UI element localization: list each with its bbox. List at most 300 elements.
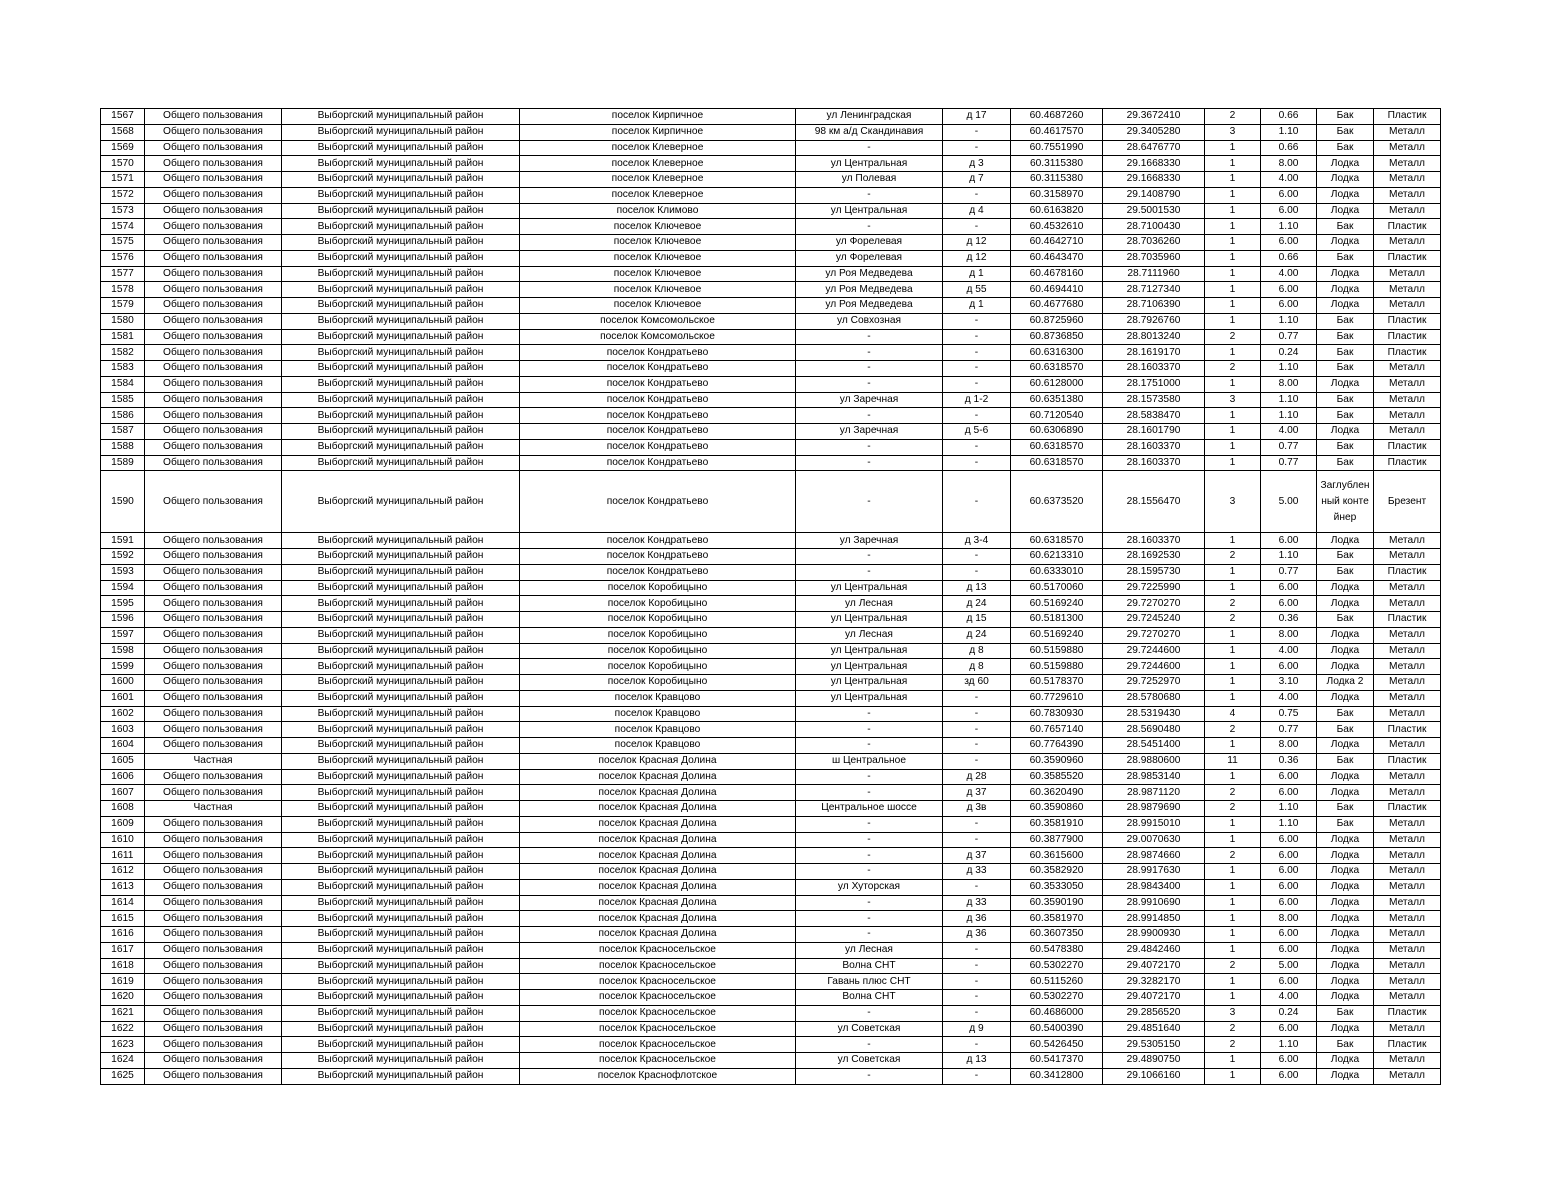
cell-volume: 6.00 (1261, 785, 1317, 801)
cell-volume: 1.10 (1261, 549, 1317, 565)
cell-volume: 1.10 (1261, 361, 1317, 377)
cell-row-number: 1579 (101, 298, 145, 314)
cell-longitude: 28.9910690 (1103, 895, 1205, 911)
cell-house-number: зд 60 (943, 675, 1011, 691)
table-row (101, 471, 1441, 533)
cell-house-number: - (943, 471, 1011, 533)
cell-ownership-type: Общего пользования (145, 345, 282, 361)
cell-ownership-type: Общего пользования (145, 439, 282, 455)
cell-container-type: Лодка (1317, 203, 1374, 219)
cell-street: Центральное шоссе (796, 801, 943, 817)
cell-ownership-type: Общего пользования (145, 1068, 282, 1084)
cell-longitude: 28.7100430 (1103, 219, 1205, 235)
cell-street: ул Лесная (796, 627, 943, 643)
cell-ownership-type: Общего пользования (145, 864, 282, 880)
cell-longitude: 29.2856520 (1103, 1005, 1205, 1021)
cell-longitude: 29.7270270 (1103, 596, 1205, 612)
cell-volume: 8.00 (1261, 627, 1317, 643)
cell-house-number: д 15 (943, 612, 1011, 628)
cell-material: Металл (1374, 1053, 1441, 1069)
cell-volume: 4.00 (1261, 990, 1317, 1006)
cell-row-number: 1589 (101, 455, 145, 471)
cell-latitude: 60.7120540 (1011, 408, 1103, 424)
cell-ownership-type: Общего пользования (145, 471, 282, 533)
cell-latitude: 60.4694410 (1011, 282, 1103, 298)
cell-row-number: 1607 (101, 785, 145, 801)
cell-latitude: 60.5159880 (1011, 643, 1103, 659)
cell-container-type: Бак (1317, 455, 1374, 471)
cell-house-number: - (943, 942, 1011, 958)
cell-settlement: поселок Красная Долина (520, 927, 796, 943)
cell-ownership-type: Общего пользования (145, 659, 282, 675)
cell-district: Выборгский муниципальный район (282, 455, 520, 471)
cell-longitude: 29.3405280 (1103, 124, 1205, 140)
cell-row-number: 1605 (101, 753, 145, 769)
cell-row-number: 1575 (101, 235, 145, 251)
cell-row-number: 1617 (101, 942, 145, 958)
cell-latitude: 60.3877900 (1011, 832, 1103, 848)
cell-longitude: 28.1603370 (1103, 533, 1205, 549)
cell-latitude: 60.6163820 (1011, 203, 1103, 219)
cell-material: Металл (1374, 172, 1441, 188)
cell-container-count: 1 (1205, 345, 1261, 361)
cell-volume: 8.00 (1261, 156, 1317, 172)
cell-row-number: 1610 (101, 832, 145, 848)
cell-volume: 5.00 (1261, 958, 1317, 974)
cell-row-number: 1576 (101, 250, 145, 266)
cell-latitude: 60.3590960 (1011, 753, 1103, 769)
cell-ownership-type: Общего пользования (145, 109, 282, 125)
cell-street: ул Центральная (796, 690, 943, 706)
cell-latitude: 60.5478380 (1011, 942, 1103, 958)
cell-district: Выборгский муниципальный район (282, 1053, 520, 1069)
cell-latitude: 60.7830930 (1011, 706, 1103, 722)
cell-ownership-type: Общего пользования (145, 533, 282, 549)
cell-district: Выборгский муниципальный район (282, 612, 520, 628)
cell-row-number: 1596 (101, 612, 145, 628)
cell-volume: 0.66 (1261, 109, 1317, 125)
cell-row-number: 1618 (101, 958, 145, 974)
table-row (101, 1053, 1441, 1069)
table-row (101, 1068, 1441, 1084)
cell-house-number: д 33 (943, 864, 1011, 880)
cell-district: Выборгский муниципальный район (282, 816, 520, 832)
cell-row-number: 1614 (101, 895, 145, 911)
cell-district: Выборгский муниципальный район (282, 345, 520, 361)
cell-container-type: Бак (1317, 439, 1374, 455)
cell-ownership-type: Общего пользования (145, 927, 282, 943)
cell-street: ул Заречная (796, 392, 943, 408)
cell-container-count: 1 (1205, 376, 1261, 392)
cell-district: Выборгский муниципальный район (282, 722, 520, 738)
cell-container-type: Лодка (1317, 643, 1374, 659)
cell-container-count: 1 (1205, 439, 1261, 455)
cell-latitude: 60.5426450 (1011, 1037, 1103, 1053)
cell-house-number: - (943, 832, 1011, 848)
cell-latitude: 60.3607350 (1011, 927, 1103, 943)
cell-row-number: 1625 (101, 1068, 145, 1084)
cell-container-count: 1 (1205, 1068, 1261, 1084)
cell-volume: 1.10 (1261, 313, 1317, 329)
cell-settlement: поселок Клеверное (520, 140, 796, 156)
cell-street: - (796, 219, 943, 235)
cell-ownership-type: Общего пользования (145, 990, 282, 1006)
cell-house-number: д 1 (943, 298, 1011, 314)
table-row (101, 612, 1441, 628)
cell-ownership-type: Общего пользования (145, 424, 282, 440)
cell-district: Выборгский муниципальный район (282, 1021, 520, 1037)
cell-street: ул Заречная (796, 424, 943, 440)
cell-material: Металл (1374, 769, 1441, 785)
cell-district: Выборгский муниципальный район (282, 109, 520, 125)
cell-material: Металл (1374, 927, 1441, 943)
cell-ownership-type: Общего пользования (145, 564, 282, 580)
cell-latitude: 60.4677680 (1011, 298, 1103, 314)
cell-row-number: 1597 (101, 627, 145, 643)
table-body (101, 109, 1441, 1085)
cell-material: Пластик (1374, 219, 1441, 235)
cell-settlement: поселок Ключевое (520, 219, 796, 235)
table-row (101, 172, 1441, 188)
table-row (101, 848, 1441, 864)
cell-house-number: - (943, 313, 1011, 329)
cell-district: Выборгский муниципальный район (282, 927, 520, 943)
cell-container-type: Бак (1317, 564, 1374, 580)
cell-latitude: 60.3615600 (1011, 848, 1103, 864)
cell-district: Выборгский муниципальный район (282, 424, 520, 440)
cell-longitude: 28.1573580 (1103, 392, 1205, 408)
cell-material: Металл (1374, 424, 1441, 440)
table-row (101, 895, 1441, 911)
cell-container-count: 2 (1205, 722, 1261, 738)
cell-house-number: - (943, 219, 1011, 235)
cell-volume: 6.00 (1261, 1021, 1317, 1037)
cell-district: Выборгский муниципальный район (282, 313, 520, 329)
cell-latitude: 60.3585520 (1011, 769, 1103, 785)
cell-material: Пластик (1374, 250, 1441, 266)
cell-material: Металл (1374, 832, 1441, 848)
cell-street: - (796, 832, 943, 848)
cell-container-count: 1 (1205, 235, 1261, 251)
cell-settlement: поселок Ключевое (520, 250, 796, 266)
table-row (101, 266, 1441, 282)
table-row (101, 124, 1441, 140)
cell-container-count: 1 (1205, 580, 1261, 596)
cell-row-number: 1604 (101, 738, 145, 754)
cell-longitude: 28.7127340 (1103, 282, 1205, 298)
cell-district: Выборгский муниципальный район (282, 832, 520, 848)
table-row (101, 879, 1441, 895)
cell-volume: 4.00 (1261, 690, 1317, 706)
cell-settlement: поселок Красносельское (520, 1005, 796, 1021)
cell-house-number: - (943, 124, 1011, 140)
cell-longitude: 28.7106390 (1103, 298, 1205, 314)
cell-volume: 6.00 (1261, 580, 1317, 596)
cell-volume: 0.36 (1261, 753, 1317, 769)
cell-ownership-type: Общего пользования (145, 124, 282, 140)
cell-container-type: Бак (1317, 816, 1374, 832)
cell-row-number: 1580 (101, 313, 145, 329)
table-row (101, 455, 1441, 471)
cell-longitude: 29.4851640 (1103, 1021, 1205, 1037)
cell-latitude: 60.5170060 (1011, 580, 1103, 596)
cell-longitude: 29.7245240 (1103, 612, 1205, 628)
cell-row-number: 1588 (101, 439, 145, 455)
cell-latitude: 60.4643470 (1011, 250, 1103, 266)
cell-ownership-type: Общего пользования (145, 361, 282, 377)
cell-street: - (796, 864, 943, 880)
cell-ownership-type: Общего пользования (145, 392, 282, 408)
cell-district: Выборгский муниципальный район (282, 911, 520, 927)
table-row (101, 439, 1441, 455)
cell-container-type: Бак (1317, 140, 1374, 156)
cell-material: Металл (1374, 392, 1441, 408)
cell-settlement: поселок Ключевое (520, 266, 796, 282)
cell-street: - (796, 785, 943, 801)
cell-settlement: поселок Кирпичное (520, 124, 796, 140)
cell-material: Металл (1374, 690, 1441, 706)
cell-container-count: 2 (1205, 549, 1261, 565)
cell-row-number: 1593 (101, 564, 145, 580)
table-row (101, 203, 1441, 219)
cell-settlement: поселок Коробицыно (520, 627, 796, 643)
cell-district: Выборгский муниципальный район (282, 864, 520, 880)
cell-row-number: 1569 (101, 140, 145, 156)
cell-row-number: 1609 (101, 816, 145, 832)
cell-longitude: 28.9874660 (1103, 848, 1205, 864)
cell-street: - (796, 722, 943, 738)
cell-house-number: д 37 (943, 848, 1011, 864)
cell-latitude: 60.7764390 (1011, 738, 1103, 754)
cell-house-number: д 1 (943, 266, 1011, 282)
cell-container-count: 1 (1205, 738, 1261, 754)
cell-ownership-type: Общего пользования (145, 329, 282, 345)
cell-district: Выборгский муниципальный район (282, 250, 520, 266)
cell-latitude: 60.5417370 (1011, 1053, 1103, 1069)
cell-container-count: 1 (1205, 564, 1261, 580)
cell-settlement: поселок Коробицыно (520, 596, 796, 612)
cell-container-type: Лодка (1317, 1068, 1374, 1084)
cell-container-type: Лодка (1317, 958, 1374, 974)
cell-settlement: поселок Кондратьево (520, 424, 796, 440)
table-row (101, 329, 1441, 345)
cell-house-number: - (943, 140, 1011, 156)
cell-material: Металл (1374, 408, 1441, 424)
cell-street: ул Центральная (796, 156, 943, 172)
cell-district: Выборгский муниципальный район (282, 266, 520, 282)
cell-settlement: поселок Комсомольское (520, 313, 796, 329)
cell-row-number: 1594 (101, 580, 145, 596)
cell-row-number: 1592 (101, 549, 145, 565)
cell-district: Выборгский муниципальный район (282, 690, 520, 706)
cell-row-number: 1623 (101, 1037, 145, 1053)
cell-district: Выборгский муниципальный район (282, 753, 520, 769)
cell-row-number: 1582 (101, 345, 145, 361)
cell-street: ул Форелевая (796, 250, 943, 266)
table-row (101, 942, 1441, 958)
cell-material: Металл (1374, 266, 1441, 282)
cell-container-count: 1 (1205, 643, 1261, 659)
cell-latitude: 60.4617570 (1011, 124, 1103, 140)
cell-house-number: - (943, 706, 1011, 722)
cell-house-number: - (943, 753, 1011, 769)
cell-material: Пластик (1374, 801, 1441, 817)
cell-row-number: 1602 (101, 706, 145, 722)
cell-container-type: Лодка (1317, 785, 1374, 801)
cell-district: Выборгский муниципальный район (282, 392, 520, 408)
cell-material: Металл (1374, 533, 1441, 549)
cell-container-count: 1 (1205, 250, 1261, 266)
cell-street: ул Центральная (796, 643, 943, 659)
cell-latitude: 60.3115380 (1011, 172, 1103, 188)
cell-container-type: Лодка (1317, 266, 1374, 282)
cell-house-number: д 8 (943, 659, 1011, 675)
cell-district: Выборгский муниципальный район (282, 974, 520, 990)
cell-ownership-type: Общего пользования (145, 958, 282, 974)
table-row (101, 219, 1441, 235)
cell-row-number: 1581 (101, 329, 145, 345)
cell-volume: 0.24 (1261, 345, 1317, 361)
cell-longitude: 28.5780680 (1103, 690, 1205, 706)
table-row (101, 596, 1441, 612)
cell-house-number: д 9 (943, 1021, 1011, 1037)
cell-settlement: поселок Коробицыно (520, 612, 796, 628)
cell-container-count: 2 (1205, 958, 1261, 974)
cell-street: - (796, 564, 943, 580)
cell-street: - (796, 927, 943, 943)
cell-settlement: поселок Коробицыно (520, 580, 796, 596)
table-row (101, 706, 1441, 722)
cell-container-type: Лодка (1317, 156, 1374, 172)
cell-material: Металл (1374, 376, 1441, 392)
cell-house-number: - (943, 1037, 1011, 1053)
cell-container-count: 2 (1205, 361, 1261, 377)
cell-latitude: 60.4678160 (1011, 266, 1103, 282)
cell-district: Выборгский муниципальный район (282, 203, 520, 219)
cell-container-count: 1 (1205, 927, 1261, 943)
cell-material: Металл (1374, 1021, 1441, 1037)
cell-longitude: 28.9917630 (1103, 864, 1205, 880)
cell-district: Выборгский муниципальный район (282, 282, 520, 298)
cell-container-type: Лодка 2 (1317, 675, 1374, 691)
table-row (101, 250, 1441, 266)
cell-material: Металл (1374, 816, 1441, 832)
cell-house-number: - (943, 990, 1011, 1006)
table-row (101, 298, 1441, 314)
cell-longitude: 29.1668330 (1103, 172, 1205, 188)
cell-container-count: 3 (1205, 124, 1261, 140)
cell-row-number: 1570 (101, 156, 145, 172)
cell-ownership-type: Общего пользования (145, 219, 282, 235)
cell-container-count: 1 (1205, 533, 1261, 549)
cell-latitude: 60.5302270 (1011, 990, 1103, 1006)
cell-longitude: 29.4072170 (1103, 958, 1205, 974)
table-row (101, 769, 1441, 785)
cell-container-count: 2 (1205, 109, 1261, 125)
cell-container-count: 1 (1205, 219, 1261, 235)
cell-material: Металл (1374, 156, 1441, 172)
cell-ownership-type: Общего пользования (145, 235, 282, 251)
cell-ownership-type: Общего пользования (145, 1021, 282, 1037)
cell-container-type: Лодка (1317, 942, 1374, 958)
cell-latitude: 60.3590190 (1011, 895, 1103, 911)
cell-settlement: поселок Красная Долина (520, 769, 796, 785)
cell-container-type: Заглубленный контейнер (1317, 471, 1374, 533)
cell-street: ул Центральная (796, 612, 943, 628)
cell-latitude: 60.3158970 (1011, 187, 1103, 203)
cell-street: ул Роя Медведева (796, 266, 943, 282)
cell-volume: 1.10 (1261, 219, 1317, 235)
cell-container-type: Лодка (1317, 424, 1374, 440)
cell-settlement: поселок Коробицыно (520, 659, 796, 675)
cell-container-type: Лодка (1317, 848, 1374, 864)
cell-volume: 6.00 (1261, 298, 1317, 314)
cell-ownership-type: Общего пользования (145, 612, 282, 628)
cell-container-type: Бак (1317, 219, 1374, 235)
cell-container-count: 1 (1205, 408, 1261, 424)
cell-longitude: 29.7225990 (1103, 580, 1205, 596)
cell-street: ул Роя Медведева (796, 298, 943, 314)
cell-district: Выборгский муниципальный район (282, 408, 520, 424)
cell-house-number: д 12 (943, 250, 1011, 266)
cell-house-number: - (943, 1005, 1011, 1021)
cell-container-type: Лодка (1317, 235, 1374, 251)
table-row (101, 753, 1441, 769)
cell-district: Выборгский муниципальный район (282, 627, 520, 643)
cell-volume: 8.00 (1261, 911, 1317, 927)
cell-district: Выборгский муниципальный район (282, 879, 520, 895)
cell-volume: 4.00 (1261, 643, 1317, 659)
cell-longitude: 29.3282170 (1103, 974, 1205, 990)
cell-ownership-type: Общего пользования (145, 140, 282, 156)
cell-settlement: поселок Кравцово (520, 738, 796, 754)
cell-district: Выборгский муниципальный район (282, 140, 520, 156)
cell-container-type: Бак (1317, 549, 1374, 565)
cell-container-type: Лодка (1317, 864, 1374, 880)
cell-ownership-type: Общего пользования (145, 156, 282, 172)
cell-volume: 6.00 (1261, 864, 1317, 880)
cell-container-count: 2 (1205, 785, 1261, 801)
cell-ownership-type: Общего пользования (145, 203, 282, 219)
cell-material: Металл (1374, 911, 1441, 927)
cell-row-number: 1591 (101, 533, 145, 549)
cell-street: - (796, 816, 943, 832)
cell-volume: 0.66 (1261, 250, 1317, 266)
cell-settlement: поселок Кондратьево (520, 345, 796, 361)
cell-street: Гавань плюс СНТ (796, 974, 943, 990)
cell-longitude: 29.7244600 (1103, 643, 1205, 659)
cell-volume: 6.00 (1261, 203, 1317, 219)
cell-volume: 0.77 (1261, 329, 1317, 345)
cell-latitude: 60.6213310 (1011, 549, 1103, 565)
cell-house-number: - (943, 879, 1011, 895)
cell-district: Выборгский муниципальный район (282, 1068, 520, 1084)
cell-material: Пластик (1374, 455, 1441, 471)
table-row (101, 345, 1441, 361)
cell-row-number: 1608 (101, 801, 145, 817)
cell-latitude: 60.5169240 (1011, 627, 1103, 643)
cell-row-number: 1586 (101, 408, 145, 424)
cell-street: ул Хуторская (796, 879, 943, 895)
cell-district: Выборгский муниципальный район (282, 439, 520, 455)
cell-row-number: 1572 (101, 187, 145, 203)
cell-street: Волна СНТ (796, 958, 943, 974)
cell-container-type: Лодка (1317, 580, 1374, 596)
cell-longitude: 28.1603370 (1103, 361, 1205, 377)
cell-material: Металл (1374, 643, 1441, 659)
cell-latitude: 60.6318570 (1011, 361, 1103, 377)
cell-district: Выборгский муниципальный район (282, 1037, 520, 1053)
